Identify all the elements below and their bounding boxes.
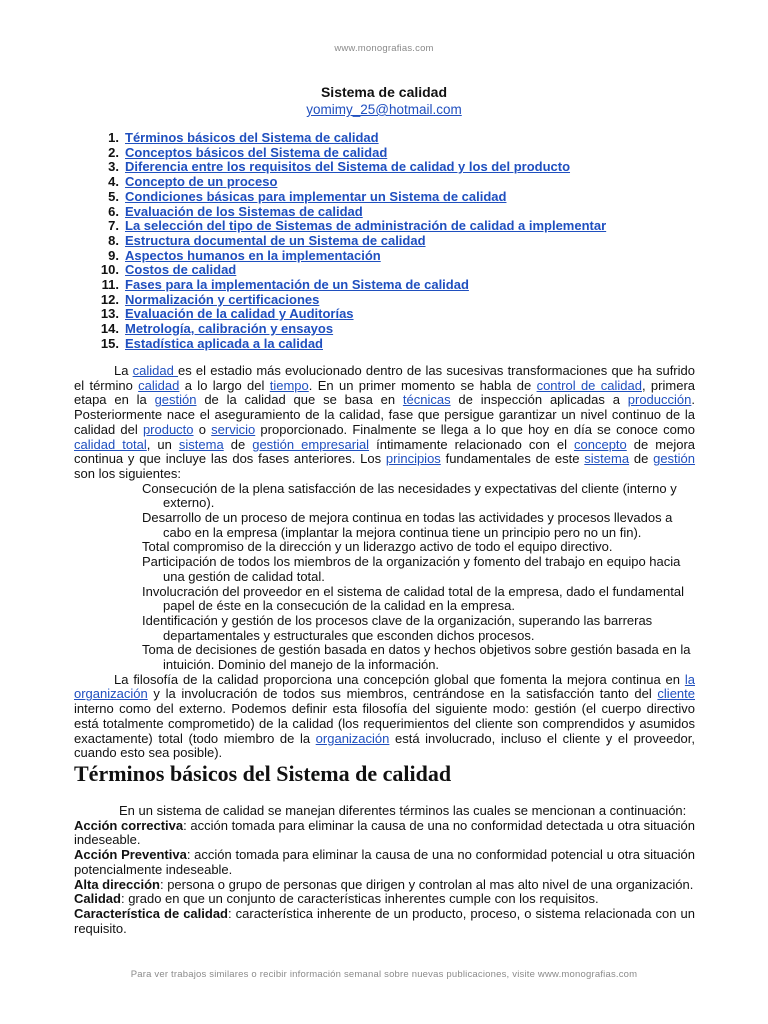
toc-item-link[interactable]: Diferencia entre los requisitos del Sistema de calidad y los del producto [125, 159, 571, 175]
author-email-link[interactable]: yomimy_25@hotmail.com [306, 102, 462, 117]
paragraph-text: son los siguientes: [74, 465, 181, 481]
toc-item-link[interactable]: Concepto de un proceso [125, 174, 278, 190]
toc-item [86, 219, 606, 234]
paragraph-text: . En un primer momento se habla de [308, 377, 537, 393]
inline-link[interactable]: organización [315, 730, 390, 746]
paragraph-text: fundamentales de este [440, 451, 585, 467]
table-of-contents [86, 131, 606, 352]
paragraph-text: , primera etapa en la [74, 377, 695, 408]
term-name: Acción correctiva [74, 817, 184, 833]
toc-item [86, 293, 606, 308]
toc-item-link[interactable]: Evaluación de los Sistemas de calidad [125, 203, 363, 219]
toc-item [86, 175, 606, 190]
page-header-site: www.monografias.com [334, 43, 434, 54]
inline-link[interactable]: principios [385, 451, 441, 467]
toc-item [86, 322, 606, 337]
paragraph-text: o [193, 421, 212, 437]
inline-link[interactable]: calidad [138, 377, 180, 393]
toc-item-link[interactable]: Metrología, calibración y ensayos [125, 321, 334, 337]
principle-item: Participación de todos los miembros de la organización y fomento del trabajo en equipo hacia una gestión de calidad total. [142, 554, 681, 584]
toc-item-number: 1. [108, 130, 119, 145]
toc-item [86, 205, 606, 220]
inline-link[interactable]: producto [142, 421, 194, 437]
terms-list [74, 819, 695, 937]
toc-item-number: 4. [108, 174, 119, 190]
paragraph-text: de [223, 436, 253, 452]
toc-item [86, 234, 606, 249]
toc-item [86, 190, 606, 205]
inline-link[interactable]: concepto [574, 436, 627, 452]
term-text: : acción tomada para eliminar la causa de una no conformidad detectada u otra situación indeseable. [74, 817, 695, 848]
intro-body [74, 364, 695, 761]
paragraph-text: es el estadio más evolucionado dentro de las sucesivas transformaciones que ha sufrido el término [74, 363, 695, 393]
paragraph-text: de inspección aplicadas a [450, 392, 628, 408]
principle-item: Involucración del proveedor en el sistema de calidad total de la empresa, dado el fundamental papel de éste en la consecución de la calidad en la empresa. [142, 583, 685, 614]
toc-item-link[interactable]: La selección del tipo de Sistemas de administración de calidad a implementar [125, 218, 607, 234]
inline-link[interactable]: calidad [132, 363, 179, 378]
paragraph-text: íntimamente relacionado con el [369, 436, 574, 452]
toc-item-link[interactable]: Costos de calidad [125, 262, 237, 278]
inline-link[interactable]: sistema [178, 436, 224, 452]
document-title: Sistema de calidad [320, 84, 448, 100]
paragraph-text: proporcionado. Finalmente se llega a lo que hoy en día se conoce como [255, 421, 695, 437]
principle-item: Total compromiso de la dirección y un liderazgo activo de todo el equipo directivo. [142, 539, 613, 555]
term-definition [74, 878, 695, 893]
toc-item-number: 10. [100, 262, 119, 278]
toc-item-number: 15. [100, 335, 119, 351]
inline-link[interactable]: técnicas [402, 392, 451, 408]
toc-item-number: 7. [108, 218, 119, 234]
toc-item-link[interactable]: Términos básicos del Sistema de calidad [125, 130, 379, 145]
toc-item [86, 307, 606, 322]
inline-link[interactable]: tiempo [269, 377, 309, 393]
paragraph-text: está involucrado, incluso el cliente y el proveedor, cuando esto sea posible). [74, 730, 696, 761]
intro-paragraph-2 [74, 673, 695, 761]
paragraph-text: . Posteriormente nace el aseguramiento de la calidad, fase que persigue garantizar un nivel continuo de la calidad del [74, 392, 695, 437]
terms-intro: En un sistema de calidad se manejan diferentes términos las cuales se mencionan a continuación: [119, 803, 687, 818]
inline-link[interactable]: gestión [653, 451, 696, 467]
toc-item-number: 8. [108, 232, 119, 248]
term-name: Característica de calidad [74, 905, 229, 921]
toc-item-number: 5. [108, 188, 119, 204]
term-text: : persona o grupo de personas que dirigen y controlan al mas alto nivel de una organización. [159, 876, 694, 892]
toc-item [86, 263, 606, 278]
paragraph-text: de la calidad que se basa en [196, 392, 403, 408]
toc-item-link[interactable]: Estructura documental de un Sistema de calidad [125, 232, 426, 248]
inline-link[interactable]: calidad total [74, 436, 147, 452]
toc-item-number: 13. [100, 306, 119, 322]
inline-link[interactable]: servicio [211, 421, 256, 437]
toc-item-number: 14. [100, 321, 119, 337]
toc-item-number: 12. [100, 291, 119, 307]
toc-item [86, 146, 606, 161]
term-name: Alta dirección [74, 876, 160, 892]
toc-item-link[interactable]: Conceptos básicos del Sistema de calidad [125, 144, 388, 160]
inline-link[interactable]: sistema [584, 451, 630, 467]
term-text: : grado en que un conjunto de características inherentes cumple con los requisitos. [120, 891, 599, 907]
toc-item-link[interactable]: Fases para la implementación de un Sistema de calidad [125, 277, 469, 293]
author-email[interactable] [0, 102, 768, 117]
toc-item-number: 6. [108, 203, 119, 219]
term-name: Calidad [74, 891, 121, 907]
page-footer: Para ver trabajos similares o recibir información semanal sobre nuevas publicaciones, visite www.monografias.com [130, 969, 638, 980]
paragraph-text: La filosofía de la calidad proporciona una concepción global que fomenta la mejora continua en [114, 671, 685, 687]
inline-link[interactable]: control de calidad [536, 377, 642, 393]
term-definition [74, 907, 695, 936]
toc-item-link[interactable]: Condiciones básicas para implementar un Sistema de calidad [125, 188, 507, 204]
inline-link[interactable]: cliente [657, 686, 695, 702]
paragraph-text: a lo largo del [179, 377, 270, 393]
term-definition [74, 819, 695, 848]
term-definition [74, 892, 695, 907]
inline-link[interactable]: gestión empresarial [252, 436, 370, 452]
toc-item-number: 2. [108, 144, 119, 160]
paragraph-text: de [629, 451, 654, 467]
paragraph-text: interno como del externo. Podemos definir esta filosofía del siguiente modo: gestión (el cuerpo directivo está totalmente comprometido) de la calidad (los requerimientos del cliente son comprendidos y asumidos exactamente) total (todo miembro de la [74, 701, 695, 746]
section-heading: Términos básicos del Sistema de calidad [74, 761, 452, 786]
toc-item [86, 337, 606, 352]
toc-item-link[interactable]: Aspectos humanos en la implementación [125, 247, 381, 263]
term-text: : acción tomada para eliminar la causa de una no conformidad potencial u otra situación potencialmente indeseable. [74, 847, 695, 877]
principle-item: Identificación y gestión de los procesos clave de la organización, superando las barreras departamentales y estructurales que esconden dichos procesos. [142, 612, 653, 643]
principle-item: Toma de decisiones de gestión basada en datos y hechos objetivos sobre gestión basada en la intuición. Dominio del manejo de la información. [142, 642, 691, 673]
paragraph-text: La [114, 363, 133, 378]
toc-item [86, 249, 606, 264]
paragraph-text: de mejora continua y que incluye las dos fases anteriores. Los [74, 436, 696, 467]
inline-link[interactable]: la organización [74, 671, 695, 702]
terms-section [74, 804, 695, 936]
toc-item [86, 278, 606, 293]
toc-item-link[interactable]: Normalización y certificaciones [125, 291, 320, 307]
toc-item-number: 3. [108, 159, 119, 175]
toc-item-link[interactable]: Evaluación de la calidad y Auditorías [125, 306, 354, 322]
principle-item: Consecución de la plena satisfacción de las necesidades y expectativas del cliente (interno y externo). [142, 480, 677, 511]
term-name: Acción Preventiva [74, 847, 187, 863]
term-text: : característica inherente de un producto, proceso, o sistema relacionada con un requisito. [74, 905, 695, 936]
principles-list [74, 482, 695, 673]
term-definition [74, 848, 695, 877]
paragraph-text: , un [146, 436, 179, 452]
toc-item-number: 9. [108, 247, 119, 263]
inline-link[interactable]: producción [627, 392, 692, 408]
toc-item-link[interactable]: Estadística aplicada a la calidad [125, 335, 323, 351]
toc-item [86, 160, 606, 175]
principle-item: Desarrollo de un proceso de mejora continua en todas las actividades y procesos llevados a cabo en la empresa (implantar la mejora continua tiene un principio pero no un fin). [142, 510, 673, 540]
paragraph-text: y la involucración de todos sus miembros, centrándose en la satisfacción tanto del [147, 686, 658, 702]
toc-item [86, 131, 606, 146]
intro-paragraph-1 [74, 364, 695, 482]
inline-link[interactable]: gestión [154, 392, 197, 408]
toc-item-number: 11. [101, 277, 119, 293]
